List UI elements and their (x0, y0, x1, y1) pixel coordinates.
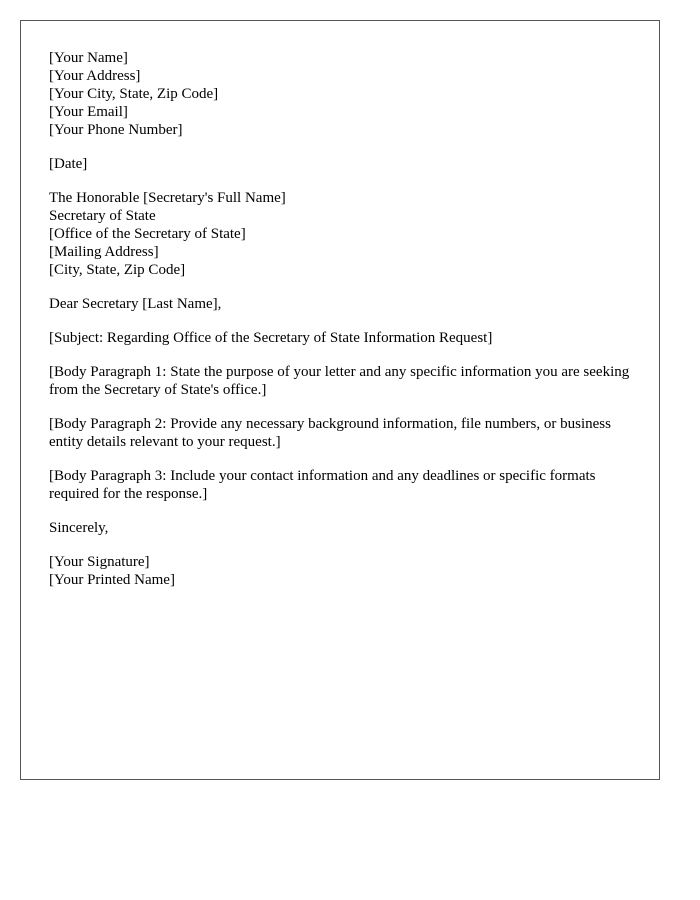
sender-email: [Your Email] (49, 104, 128, 120)
recipient-title: Secretary of State (49, 208, 156, 224)
recipient-office: [Office of the Secretary of State] (49, 226, 246, 242)
salutation: Dear Secretary [Last Name], (49, 296, 222, 312)
recipient-mailing-address: [Mailing Address] (49, 244, 159, 260)
signature-placeholder: [Your Signature] (49, 554, 150, 570)
salutation-block (49, 295, 639, 313)
closing: Sincerely, (49, 520, 109, 536)
closing-block (49, 519, 639, 537)
recipient-name: The Honorable [Secretary's Full Name] (49, 190, 286, 206)
letter-content (49, 49, 639, 605)
recipient-city-state-zip: [City, State, Zip Code] (49, 262, 186, 278)
body-paragraph-3: [Body Paragraph 3: Include your contact information and any deadlines or specific formats required for the response.] (49, 468, 596, 502)
date-block (49, 155, 639, 173)
sender-phone: [Your Phone Number] (49, 122, 183, 138)
sender-city-state-zip: [Your City, State, Zip Code] (49, 86, 219, 102)
printed-name: [Your Printed Name] (49, 572, 175, 588)
letter-page (20, 20, 660, 780)
sender-block (49, 49, 639, 139)
body-paragraph-2: [Body Paragraph 2: Provide any necessary background information, file numbers, or business entity details relevant to your request.] (49, 416, 611, 450)
subject-block (49, 329, 639, 347)
subject-line: [Subject: Regarding Office of the Secretary of State Information Request] (49, 330, 493, 346)
letter-date: [Date] (49, 156, 88, 172)
body-paragraph-1: [Body Paragraph 1: State the purpose of your letter and any specific information you are seeking from the Secretary of State's office.] (49, 364, 630, 398)
recipient-block (49, 189, 639, 279)
sender-address: [Your Address] (49, 68, 141, 84)
signature-block (49, 553, 639, 589)
sender-name: [Your Name] (49, 50, 128, 66)
